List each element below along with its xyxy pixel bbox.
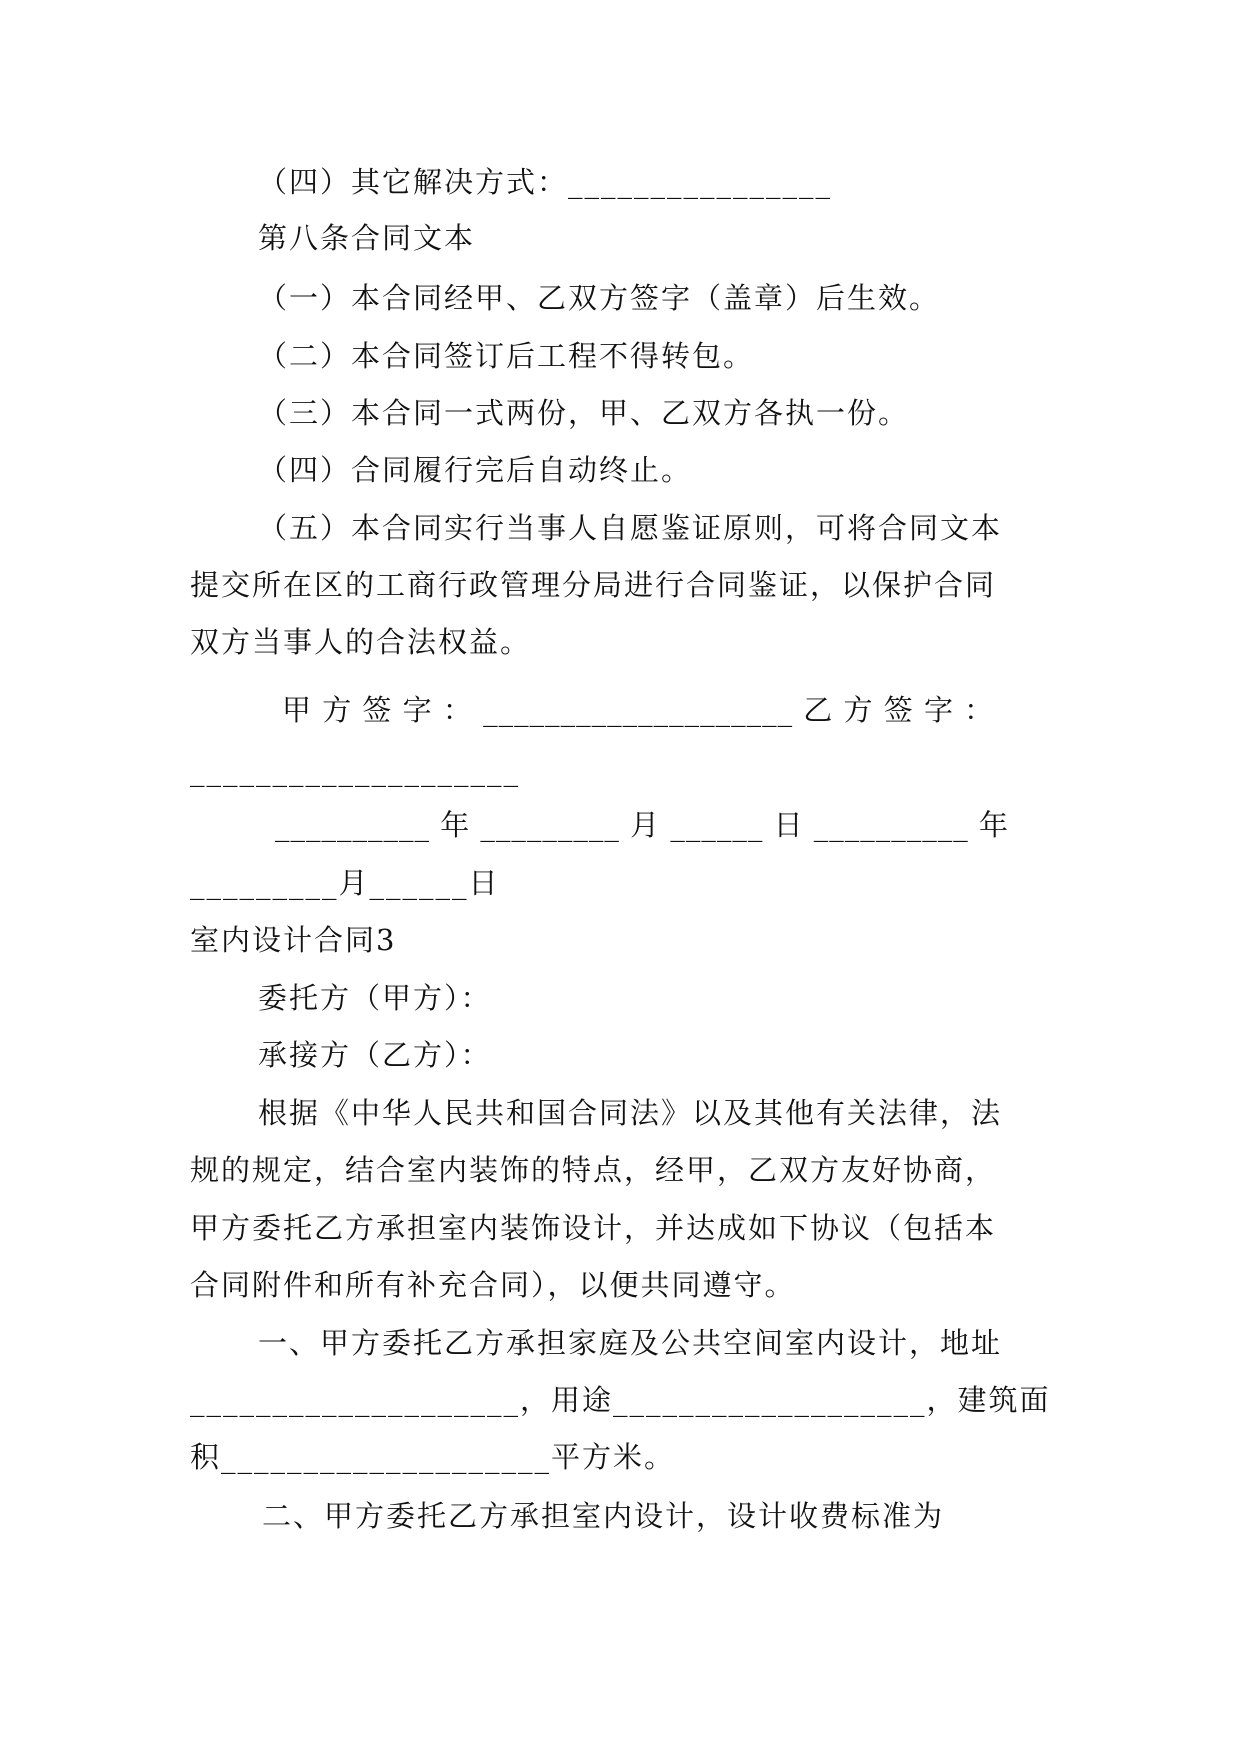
date-line: __________ 年 _________ 月 ______ 日 __________ 年	[275, 808, 1010, 842]
preamble-line2: 规的规定，结合室内装饰的特点，经甲，乙双方友好协商，	[190, 1153, 997, 1187]
clause-no-subcontract: （二）本合同签订后工程不得转包。	[258, 339, 755, 373]
party-a-label: 委托方（甲方）：	[258, 981, 492, 1015]
party-b-label: 承接方（乙方）：	[258, 1038, 492, 1072]
clause-copies: （三）本合同一式两份，甲、乙双方各执一份。	[258, 396, 910, 430]
article-eight-heading: 第八条合同文本	[258, 221, 476, 255]
contract-title: 室内设计合同3	[190, 923, 397, 957]
clause-other-resolution: （四）其它解决方式：________________	[258, 165, 833, 199]
item-one-line1: 一、甲方委托乙方承担家庭及公共空间室内设计，地址	[258, 1326, 1003, 1360]
signature-line: 甲 方 签 字 ： ____________________ 乙 方 签 字 ：	[282, 693, 995, 727]
clause-effective: （一）本合同经甲、乙双方签字（盖章）后生效。	[258, 281, 941, 315]
preamble-line4: 合同附件和所有补充合同），以便共同遵守。	[190, 1268, 796, 1302]
date-line-continued: _________月______日	[190, 866, 500, 900]
clause-termination: （四）合同履行完后自动终止。	[258, 453, 693, 487]
item-one-line2: ____________________，用途___________________，建筑面	[190, 1383, 1051, 1417]
item-two-line1: 二、甲方委托乙方承担室内设计，设计收费标准为	[262, 1499, 945, 1533]
clause-notarization-line2: 提交所在区的工商行政管理分局进行合同鉴证，以保护合同	[190, 568, 997, 602]
item-one-line3: 积____________________平方米。	[190, 1440, 676, 1474]
clause-notarization-line3: 双方当事人的合法权益。	[190, 625, 532, 659]
signature-blank: ____________________	[190, 753, 520, 787]
preamble-line1: 根据《中华人民共和国合同法》以及其他有关法律，法	[258, 1096, 1003, 1130]
preamble-line3: 甲方委托乙方承担室内装饰设计，并达成如下协议（包括本	[190, 1211, 997, 1245]
clause-notarization-line1: （五）本合同实行当事人自愿鉴证原则，可将合同文本	[258, 511, 1003, 545]
